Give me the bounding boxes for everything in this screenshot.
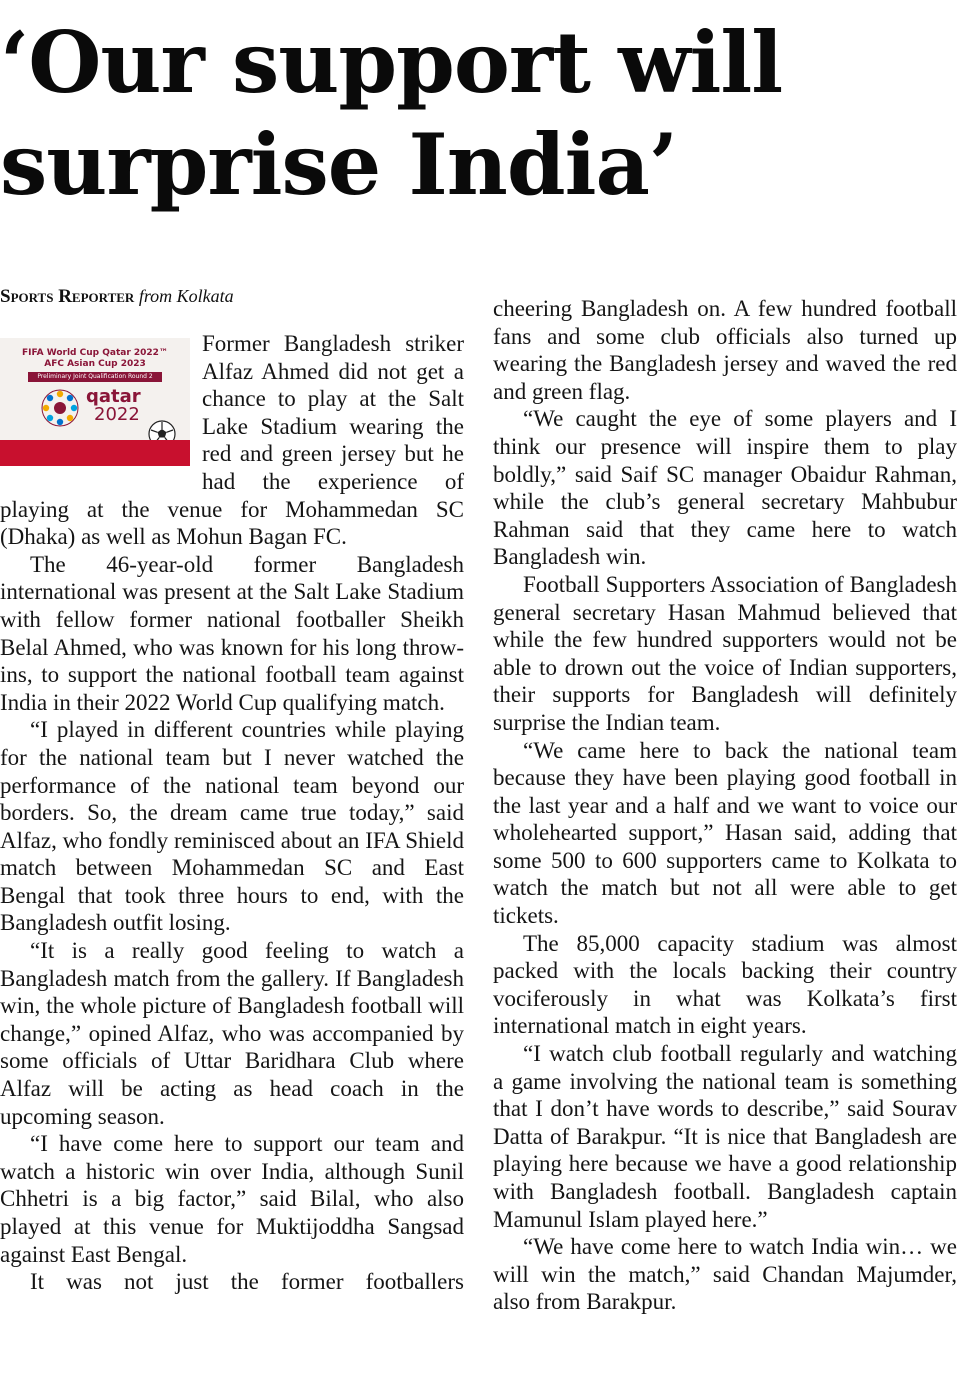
paragraph-11: “I watch club football regularly and watching a game involving the national team is something that I don’t have words to describe,” said Sourav Datta of Barakpur. “It is nice that Bangladesh are playing here because we have a good relationship with Bangladesh football. Bangladesh captain Mamunul Islam played here.”: [493, 1041, 957, 1232]
paragraph-9: “We came here to back the national team because they have been playing good football in the last year and a half and we want to voice our wholehearted support,” Hasan said, adding that some 500 to 600 supporters came to Kolkata to watch the match but not all were able to get tickets.: [493, 737, 957, 929]
logo-round-tag: Preliminary Joint Qualification Round 2: [28, 372, 162, 382]
headline-line-1: ‘Our support will: [0, 13, 783, 112]
paragraph-12: “We have come here to watch India win… we will win the match,” said Chandan Majumder, also from Barakpur.: [493, 1234, 957, 1315]
paragraph-6-start: It was not just the former footballers: [30, 1269, 464, 1295]
paragraph-1: Former Bangladesh striker Alfaz Ahmed did not get a chance to play at the Salt Lake Stadium wearing the red and green jersey but he had the experience of playing at the venue for Mohammedan SC (Dhaka) as well as Mohun Bagan FC.: [0, 331, 464, 550]
headline-line-2: surprise India’: [0, 115, 678, 214]
paragraph-5: “I have come here to support our team and watch a historic win over India, although Sunil Chhetri is a big factor,” said Bilal, who also played at this venue for Muktijoddha Sangsad against East Bengal.: [0, 1131, 464, 1267]
paragraph-6-continued: cheering Bangladesh on. A few hundred football fans and some club officials also turned up wearing the Bangladesh jersey and waved the red and green flag.: [493, 296, 957, 404]
logo-brand-text: qatar: [86, 386, 141, 407]
paragraph-7: “We caught the eye of some players and I think our presence will inspire them to play boldly,” said Saif SC manager Obaidur Rahman, while the club’s general secretary Mahbubur Rahman said that they came here to watch Bangladesh win.: [493, 406, 957, 570]
headline: [0, 12, 957, 216]
paragraph-8: Football Supporters Association of Bangladesh general secretary Hasan Mahmud believed that while the few hundred supporters would not be able to drown out the voice of Indian supporters, their supports for Bangladesh will definitely surprise the Indian team.: [493, 571, 957, 735]
logo-title-line-1: FIFA World Cup Qatar 2022™: [22, 348, 168, 358]
article-column-left: [0, 330, 464, 1296]
logo-title-line-2: AFC Asian Cup 2023: [44, 359, 146, 369]
paragraph-2: The 46-year-old former Bangladesh international was present at the Salt Lake Stadium with fellow former national footballer Sheikh Belal Ahmed, who was known for his long throw-ins, to support the national football team against India in their 2022 World Cup qualifying match.: [0, 551, 464, 715]
article-column-right: [493, 295, 957, 1316]
qualifier-logo-image: [0, 338, 190, 466]
paragraph-10: The 85,000 capacity stadium was almost packed with the locals backing their country vociferously in what was Kolkata’s first international match in eight years.: [493, 930, 957, 1039]
byline: [0, 286, 234, 308]
logo-red-band: [0, 440, 190, 466]
qatar-2022-emblem-icon: [40, 388, 80, 428]
logo-year-text: 2022: [94, 404, 140, 425]
paragraph-4: “It is a really good feeling to watch a Bangladesh match from the gallery. If Bangladesh win, the whole picture of Bangladesh football will change,” opined Alfaz, who was accompanied by some officials of Uttar Baridhara Club where Alfaz will be acting as head coach in the upcoming season.: [0, 938, 464, 1129]
byline-location: from Kolkata: [138, 286, 234, 306]
paragraph-3: “I played in different countries while playing for the national team but I never watched the performance of the national team beyond our borders. So, the dream came true today,” said Alfaz, who fondly reminisced about an IFA Shield match between Mohammedan SC and East Bengal that took three hours to end, with the Bangladesh outfit losing.: [0, 717, 464, 936]
byline-reporter: Sports Reporter: [0, 286, 135, 307]
